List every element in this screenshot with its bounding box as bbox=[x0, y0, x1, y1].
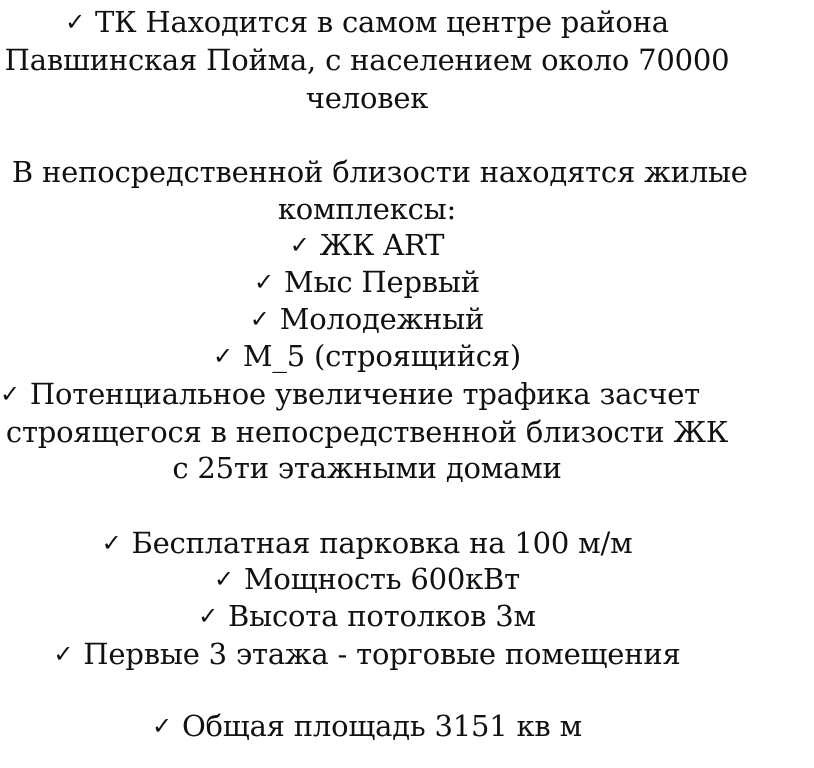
complex-art bbox=[0, 227, 734, 265]
check-icon: ✓ bbox=[214, 565, 234, 593]
complex-molodezhny-text: Молодежный bbox=[279, 302, 485, 336]
power-line bbox=[0, 561, 734, 599]
complex-art-text: ЖК ART bbox=[319, 228, 445, 262]
intro-text-2: Павшинская Пойма, с населением около 70000 bbox=[4, 43, 730, 77]
parking-text: Бесплатная парковка на 100 м/м bbox=[131, 526, 633, 560]
ceiling-text: Высота потолков 3м bbox=[228, 599, 536, 633]
intro-line-2 bbox=[0, 42, 734, 78]
intro-text-3: человек bbox=[305, 81, 429, 115]
check-icon: ✓ bbox=[101, 529, 122, 557]
power-text: Мощность 600кВт bbox=[243, 562, 520, 596]
floors-text: Первые 3 этажа - торговые помещения bbox=[83, 637, 681, 671]
traffic-line-1 bbox=[0, 376, 730, 414]
traffic-text-1: Потенциальное увеличение трафика засчет bbox=[29, 377, 700, 411]
ceiling-line bbox=[0, 598, 734, 636]
check-icon bbox=[0, 154, 2, 190]
floors-line bbox=[0, 636, 734, 674]
residential-line-1 bbox=[0, 154, 748, 192]
complex-molodezhny bbox=[0, 301, 734, 339]
complex-mys-text: Мыс Первый bbox=[283, 265, 480, 299]
residential-line-2 bbox=[0, 191, 734, 227]
residential-text-2: комплексы: bbox=[277, 192, 457, 226]
check-icon: ✓ bbox=[152, 712, 172, 740]
area-line bbox=[0, 708, 734, 746]
intro-line-1 bbox=[0, 4, 734, 42]
traffic-text-3: с 25ти этажными домами bbox=[172, 451, 562, 485]
check-icon: ✓ bbox=[289, 231, 310, 259]
complex-m5-text: М_5 (строящийся) bbox=[242, 339, 521, 373]
parking-line bbox=[0, 525, 734, 563]
check-icon: ✓ bbox=[53, 640, 74, 668]
traffic-text-2: строящегося в непосредственной близости ЖК bbox=[5, 415, 729, 449]
intro-text-1: ТК Находится в самом центре района bbox=[95, 5, 669, 39]
intro-line-3 bbox=[0, 80, 734, 116]
check-icon: ✓ bbox=[0, 380, 20, 408]
complex-m5 bbox=[0, 338, 734, 376]
check-icon: ✓ bbox=[198, 602, 218, 630]
complex-mys bbox=[0, 264, 734, 302]
check-icon: ✓ bbox=[254, 268, 274, 296]
area-text: Общая площадь 3151 кв м bbox=[181, 709, 582, 743]
traffic-line-2 bbox=[0, 414, 734, 450]
traffic-line-3 bbox=[0, 450, 734, 486]
check-icon: ✓ bbox=[213, 342, 233, 370]
check-icon: ✓ bbox=[65, 8, 86, 36]
residential-text-1: В непосредственной близости находятся жилые bbox=[11, 155, 748, 189]
check-icon: ✓ bbox=[249, 305, 270, 333]
